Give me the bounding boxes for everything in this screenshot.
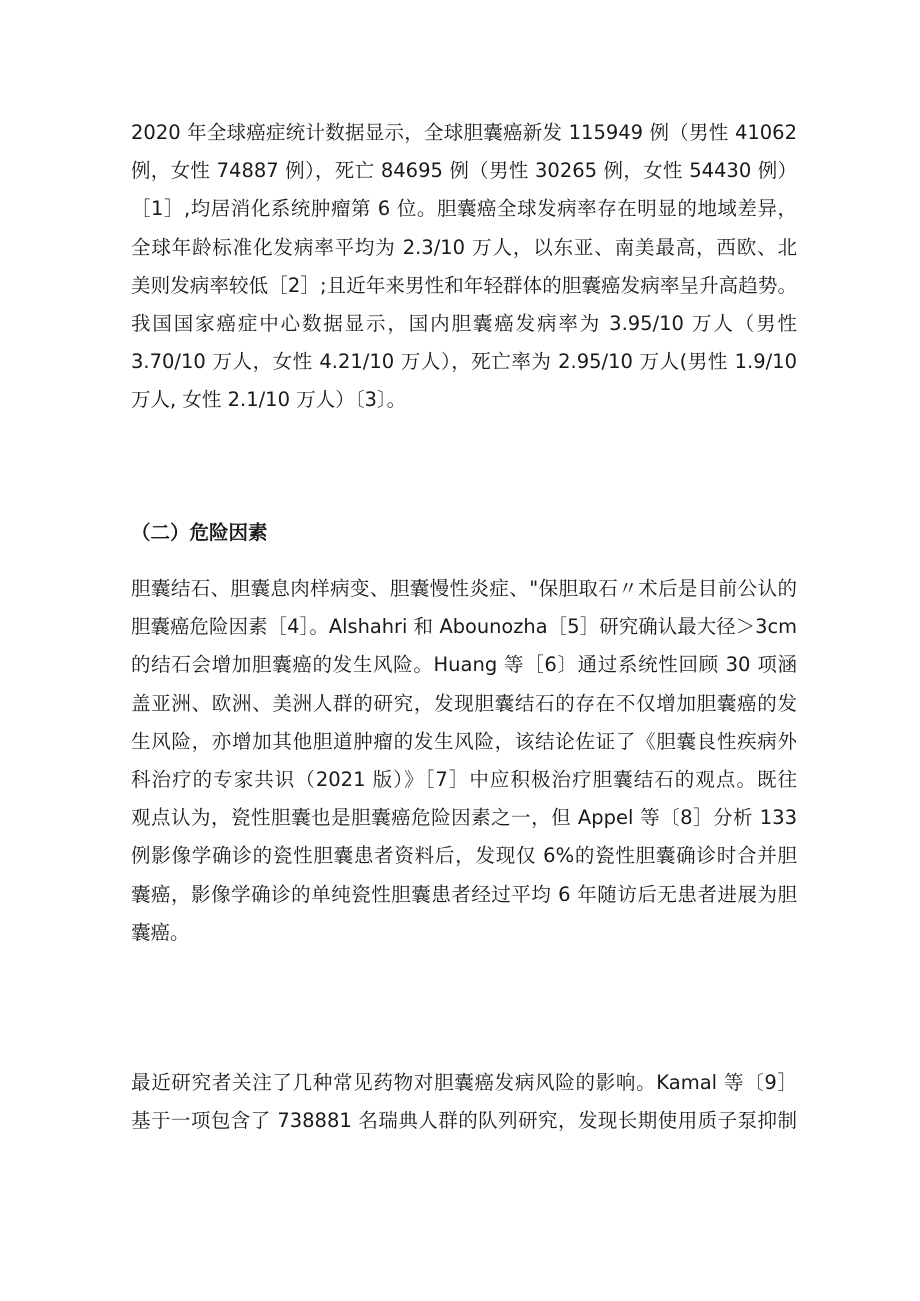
text-line: 3.70/10 万人，女性 4.21/10 万人），死亡率为 2.95/10 万人(男性 1.9/10 xyxy=(131,350,797,374)
section-heading: （二）危险因素 xyxy=(131,521,268,544)
text-line: 2020 年全球癌症统计数据显示，全球胆囊癌新发 115949 例（男性 41062 xyxy=(131,121,797,144)
text-line: 科治疗的专家共识（2021 版）》［7］中应积极治疗胆囊结石的观点。既往 xyxy=(131,767,797,791)
text-line: 最近研究者关注了几种常见药物对胆囊癌发病风险的影响。Kamal 等〔9］ xyxy=(131,1071,797,1094)
text-line: 胆囊癌危险因素［4］。Alshahri 和 Abounozha［5］研究确认最大径＞3cm xyxy=(131,615,797,639)
text-line: 我国国家癌症中心数据显示，国内胆囊癌发病率为 3.95/10 万人（男性 xyxy=(131,311,797,335)
text-line: 观点认为，瓷性胆囊也是胆囊癌危险因素之一，但 Appel 等〔8］分析 133 xyxy=(131,806,797,830)
text-line: 的结石会增加胆囊癌的发生风险。Huang 等［6〕通过系统性回顾 30 项涵 xyxy=(131,653,797,677)
text-line: ［1］,均居消化系统肿瘤第 6 位。胆囊癌全球发病率存在明显的地域差异， xyxy=(131,197,797,221)
text-line: 囊癌，影像学确诊的单纯瓷性胆囊患者经过平均 6 年随访后无患者进展为胆 xyxy=(131,882,797,906)
text-line: 生风险，亦增加其他胆道肿瘤的发生风险，该结论佐证了《胆囊良性疾病外 xyxy=(131,729,797,753)
text-line: 例影像学确诊的瓷性胆囊患者资料后，发现仅 6%的瓷性胆囊确诊时合并胆 xyxy=(131,844,797,868)
text-line: 全球年龄标准化发病率平均为 2.3/10 万人，以东亚、南美最高，西欧、北 xyxy=(131,235,797,259)
text-line: 例，女性 74887 例），死亡 84695 例（男性 30265 例，女性 54430 例） xyxy=(131,159,797,183)
text-line: 盖亚洲、欧洲、美洲人群的研究，发现胆囊结石的存在不仅增加胆囊癌的发 xyxy=(131,691,797,715)
paragraph-risk-factors xyxy=(131,570,797,952)
text-line: 美则发病率较低［2］;且近年来男性和年轻群体的胆囊癌发病率呈升高趋势。 xyxy=(131,273,797,297)
text-line: 胆囊结石、胆囊息肉样病变、胆囊慢性炎症、"保胆取石〃术后是目前公认的 xyxy=(131,577,797,600)
text-line: 囊癌。 xyxy=(131,920,190,944)
text-line: 基于一项包含了 738881 名瑞典人群的队列研究，发现长期使用质子泵抑制 xyxy=(131,1109,797,1133)
paragraph-drug-risk xyxy=(131,1064,797,1140)
paragraph-epidemiology xyxy=(131,114,797,420)
text-line: 万人, 女性 2.1/10 万人）〔3〕。 xyxy=(131,388,407,412)
